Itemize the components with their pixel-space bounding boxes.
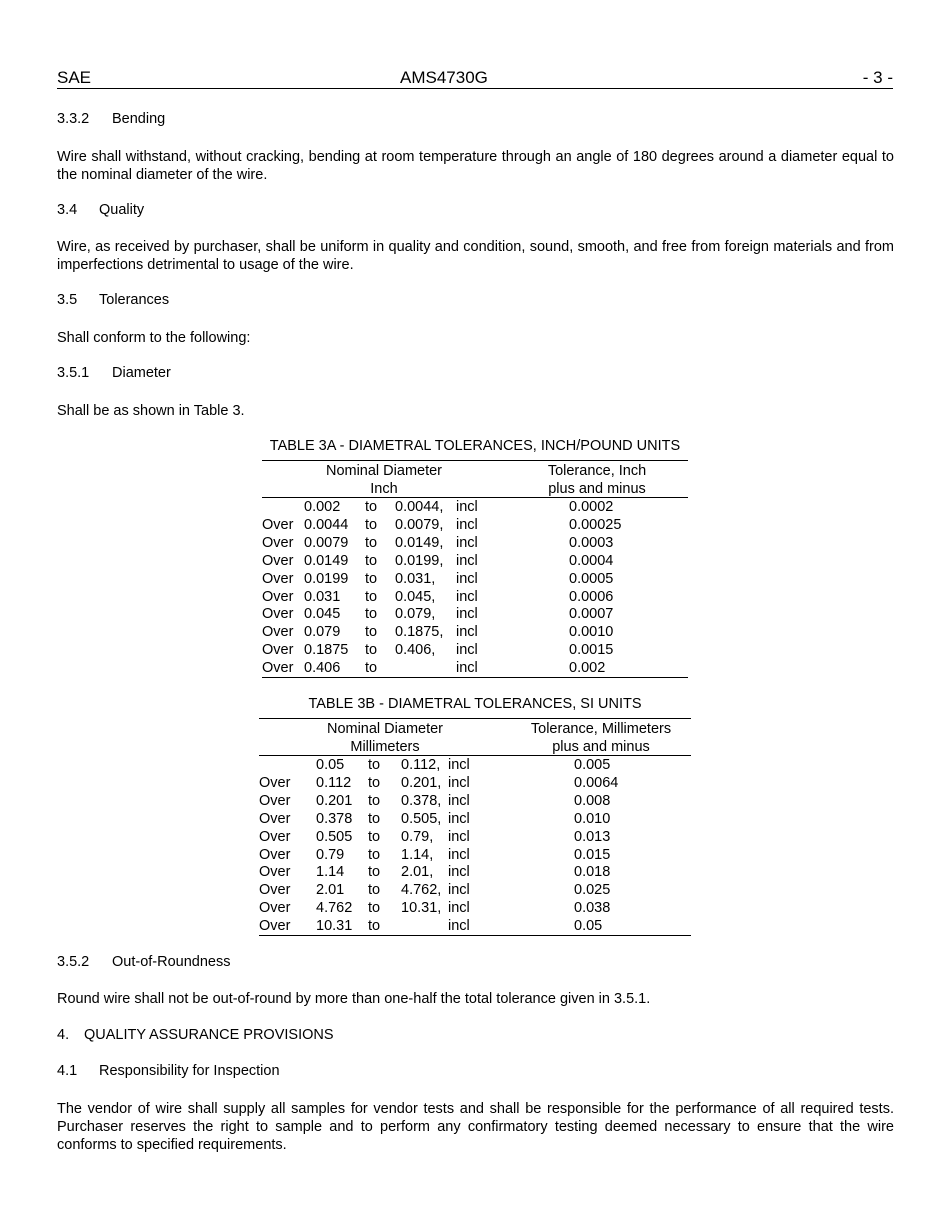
table-row — [0, 863, 950, 881]
cell-to: to — [368, 882, 381, 899]
cell-tol: 0.015 — [574, 846, 611, 863]
cell-pre: Over — [262, 516, 294, 533]
table-3b-col1-header — [259, 720, 511, 756]
cell-to: to — [368, 864, 381, 881]
cell-pre: Over — [262, 660, 294, 677]
cell-upper: 0.1875, — [395, 624, 444, 641]
cell-from: 4.762 — [316, 900, 353, 917]
cell-pre: Over — [262, 570, 294, 587]
cell-to: to — [368, 774, 381, 791]
table-row — [0, 516, 950, 534]
cell-upper: 0.406, — [395, 642, 436, 659]
table-row — [0, 498, 950, 516]
cell-upper: 0.0044, — [395, 499, 444, 515]
cell-incl: incl — [448, 882, 470, 899]
cell-from: 0.79 — [316, 846, 345, 863]
table-3b-body — [0, 756, 950, 936]
table-row — [0, 917, 950, 935]
cell-incl: incl — [448, 900, 470, 917]
cell-upper: 0.112, — [401, 757, 441, 773]
section-title: QUALITY ASSURANCE PROVISIONS — [84, 1027, 334, 1043]
cell-from: 0.406 — [304, 660, 341, 677]
cell-incl: incl — [448, 846, 470, 863]
cell-upper: 0.079, — [395, 606, 436, 623]
header-line: Nominal Diameter — [326, 721, 444, 737]
cell-pre: Over — [262, 606, 294, 623]
section-title: Out-of-Roundness — [112, 954, 231, 970]
cell-incl: incl — [448, 757, 470, 773]
header-line: Inch — [370, 481, 398, 497]
table-row — [0, 570, 950, 588]
cell-pre: Over — [259, 828, 291, 845]
header-org: SAE — [57, 68, 92, 87]
table-3b-col2-header — [511, 720, 691, 756]
table-row — [0, 881, 950, 899]
table-row — [0, 659, 950, 677]
page-header — [57, 68, 893, 89]
cell-upper: 0.79, — [401, 828, 434, 845]
cell-upper: 0.505, — [401, 810, 442, 827]
section-heading-4 — [57, 1027, 334, 1043]
cell-upper: 0.045, — [395, 588, 436, 605]
cell-from: 2.01 — [316, 882, 345, 899]
cell-tol: 0.0007 — [569, 606, 614, 623]
cell-tol: 0.038 — [574, 900, 611, 917]
cell-to: to — [368, 846, 381, 863]
cell-tol: 0.0002 — [569, 499, 614, 515]
header-line: Millimeters — [350, 739, 420, 755]
cell-incl: incl — [448, 828, 470, 845]
cell-tol: 0.0006 — [569, 588, 614, 605]
section-number: 3.5.2 — [57, 954, 90, 970]
cell-tol: 0.025 — [574, 882, 611, 899]
section-number: 4.1 — [57, 1063, 78, 1079]
cell-upper: 0.0199, — [395, 552, 444, 569]
section-number: 3.3.2 — [57, 111, 90, 127]
section-title: Quality — [99, 202, 145, 218]
table-3a-body — [0, 498, 950, 678]
cell-incl: incl — [456, 552, 478, 569]
cell-from: 0.002 — [304, 499, 341, 515]
cell-incl: incl — [448, 792, 470, 809]
cell-tol: 0.00025 — [569, 516, 622, 533]
cell-tol: 0.0003 — [569, 534, 614, 551]
cell-from: 0.0149 — [304, 552, 349, 569]
cell-to: to — [365, 624, 378, 641]
cell-from: 0.505 — [316, 828, 353, 845]
section-number: 3.5 — [57, 292, 78, 308]
cell-tol: 0.013 — [574, 828, 611, 845]
header-line: plus and minus — [552, 739, 650, 755]
cell-pre: Over — [262, 552, 294, 569]
table-row — [0, 605, 950, 623]
cell-incl: incl — [448, 774, 470, 791]
section-heading-3-3-2 — [57, 111, 165, 127]
section-number: 3.5.1 — [57, 365, 90, 381]
table-3a-bottom-rule — [262, 677, 688, 678]
cell-tol: 0.018 — [574, 864, 611, 881]
cell-incl: incl — [456, 534, 478, 551]
section-heading-4-1 — [57, 1063, 280, 1079]
section-text-3-5-1: Shall be as shown in Table 3. — [57, 403, 245, 419]
cell-to: to — [365, 516, 378, 533]
table-row — [0, 623, 950, 641]
table-row — [0, 774, 950, 792]
section-title: Bending — [112, 111, 166, 127]
cell-from: 0.112 — [316, 774, 352, 791]
table-3b-bottom-rule — [259, 935, 691, 936]
cell-to: to — [368, 828, 381, 845]
section-title: Diameter — [112, 365, 171, 381]
table-row — [0, 828, 950, 846]
table-row — [0, 641, 950, 659]
cell-pre: Over — [259, 918, 291, 935]
table-row — [0, 588, 950, 606]
cell-pre: Over — [262, 624, 294, 641]
cell-pre: Over — [259, 810, 291, 827]
cell-upper: 0.031, — [395, 570, 436, 587]
cell-from: 0.0199 — [304, 570, 349, 587]
section-heading-3-5 — [57, 292, 169, 308]
cell-tol: 0.010 — [574, 810, 611, 827]
header-line: Tolerance, Millimeters — [530, 721, 672, 737]
cell-incl: incl — [456, 516, 478, 533]
cell-pre: Over — [262, 588, 294, 605]
table-row — [0, 810, 950, 828]
table-3a-col1-header — [262, 462, 506, 498]
cell-pre: Over — [262, 642, 294, 659]
table-3a-top-rule — [262, 460, 688, 461]
cell-to: to — [368, 900, 381, 917]
cell-incl: incl — [456, 570, 478, 587]
cell-upper: 0.378, — [401, 792, 442, 809]
cell-incl: incl — [456, 499, 478, 515]
cell-to: to — [368, 918, 381, 935]
table-3b-top-rule — [259, 718, 691, 719]
cell-to: to — [365, 499, 378, 515]
cell-to: to — [368, 757, 381, 773]
cell-upper: 0.201, — [401, 774, 442, 791]
cell-to: to — [365, 570, 378, 587]
header-page-number: - 3 - — [862, 68, 893, 87]
cell-incl: incl — [456, 642, 478, 659]
section-heading-3-5-1 — [57, 365, 171, 381]
cell-incl: incl — [456, 606, 478, 623]
header-line: Tolerance, Inch — [547, 463, 647, 479]
cell-tol: 0.0064 — [574, 774, 619, 791]
cell-to: to — [365, 552, 378, 569]
section-text-3-4: Wire, as received by purchaser, shall be uniform in quality and condition, sound, smooth, and free from foreign materials and from imperfections detrimental to usage of the wire. — [57, 239, 894, 273]
section-number: 3.4 — [57, 202, 78, 218]
cell-to: to — [365, 534, 378, 551]
cell-tol: 0.0005 — [569, 570, 614, 587]
cell-pre: Over — [259, 774, 291, 791]
cell-pre: Over — [259, 900, 291, 917]
cell-from: 0.05 — [316, 757, 345, 773]
cell-to: to — [365, 660, 378, 677]
cell-tol: 0.005 — [574, 757, 611, 773]
cell-upper: 10.31, — [401, 900, 442, 917]
header-doc-number: AMS4730G — [400, 68, 488, 87]
section-title: Responsibility for Inspection — [99, 1063, 280, 1079]
table-row — [0, 534, 950, 552]
cell-upper: 4.762, — [401, 882, 442, 899]
section-text-4-1: The vendor of wire shall supply all samples for vendor tests and shall be responsible for the performance of all required tests. Purchaser reserves the right to sample and to perform any confirmatory testing deemed necessary to ensure that the wire conforms to specified requirements. — [57, 1101, 894, 1153]
cell-from: 0.1875 — [304, 642, 349, 659]
section-number: 4. — [57, 1027, 70, 1043]
cell-pre: Over — [259, 792, 291, 809]
header-line: plus and minus — [548, 481, 646, 497]
cell-tol: 0.008 — [574, 792, 611, 809]
table-3a-title: TABLE 3A - DIAMETRAL TOLERANCES, INCH/POUND UNITS — [269, 438, 681, 454]
section-text-3-3-2: Wire shall withstand, without cracking, bending at room temperature through an angle of 180 degrees around a diameter equal to the nominal diameter of the wire. — [57, 149, 894, 183]
cell-upper: 2.01, — [401, 864, 434, 881]
cell-incl: incl — [456, 660, 478, 677]
table-row — [0, 792, 950, 810]
cell-from: 0.031 — [304, 588, 341, 605]
table-3b-title: TABLE 3B - DIAMETRAL TOLERANCES, SI UNITS — [308, 696, 642, 712]
cell-pre: Over — [259, 882, 291, 899]
cell-from: 1.14 — [316, 864, 345, 881]
cell-upper: 0.0079, — [395, 516, 444, 533]
section-text-3-5-2: Round wire shall not be out-of-round by more than one-half the total tolerance given in 3.5.1. — [57, 991, 651, 1007]
cell-from: 0.045 — [304, 606, 341, 623]
section-heading-3-4 — [57, 202, 144, 218]
cell-pre: Over — [259, 864, 291, 881]
cell-tol: 0.002 — [569, 660, 606, 677]
cell-from: 0.079 — [304, 624, 341, 641]
cell-tol: 0.0004 — [569, 552, 614, 569]
cell-to: to — [365, 606, 378, 623]
cell-tol: 0.0015 — [569, 642, 614, 659]
cell-from: 0.0079 — [304, 534, 349, 551]
cell-from: 10.31 — [316, 918, 353, 935]
cell-incl: incl — [448, 810, 470, 827]
cell-upper: 0.0149, — [395, 534, 444, 551]
cell-incl: incl — [448, 864, 470, 881]
cell-incl: incl — [456, 588, 478, 605]
table-row — [0, 756, 950, 774]
section-heading-3-5-2 — [57, 954, 230, 970]
cell-to: to — [368, 810, 381, 827]
cell-from: 0.201 — [316, 792, 353, 809]
cell-from: 0.378 — [316, 810, 353, 827]
table-row — [0, 846, 950, 864]
cell-from: 0.0044 — [304, 516, 349, 533]
section-title: Tolerances — [99, 292, 170, 308]
cell-tol: 0.05 — [574, 918, 603, 935]
cell-upper: 1.14, — [401, 846, 434, 863]
header-line: Nominal Diameter — [325, 463, 443, 479]
cell-incl: incl — [448, 918, 470, 935]
cell-pre: Over — [259, 846, 291, 863]
table-row — [0, 899, 950, 917]
cell-to: to — [368, 792, 381, 809]
table-3a-col2-header — [506, 462, 688, 498]
section-text-3-5: Shall conform to the following: — [57, 330, 251, 346]
cell-incl: incl — [456, 624, 478, 641]
cell-to: to — [365, 642, 378, 659]
table-row — [0, 552, 950, 570]
cell-tol: 0.0010 — [569, 624, 614, 641]
cell-pre: Over — [262, 534, 294, 551]
cell-to: to — [365, 588, 378, 605]
